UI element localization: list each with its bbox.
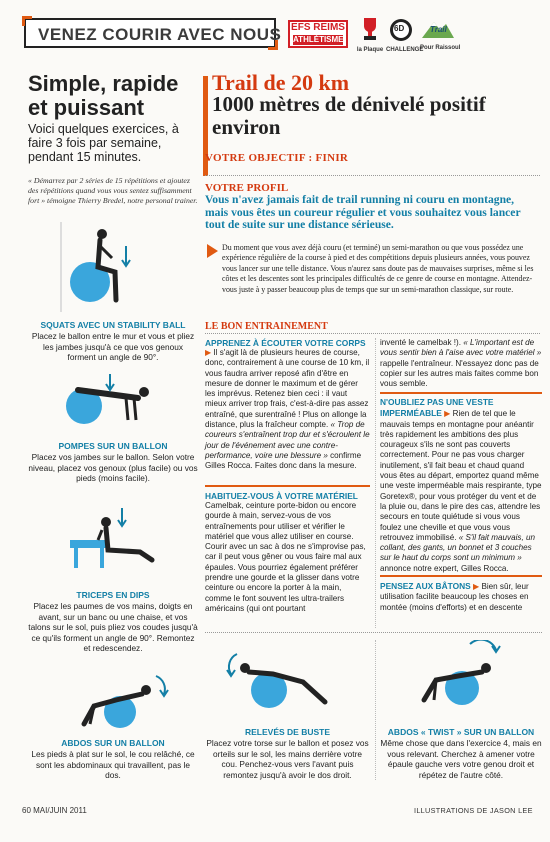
trainer-quote-text: « Démarrez par 2 séries de 15 répétitions et ajoutez des répétitions quand vous vous sentez suffisamment fort » témoigne Thierry Bredel, notre personal trainer. bbox=[28, 176, 198, 205]
jacket-text bbox=[380, 397, 542, 574]
jacket-p2: annonce notre expert, Gilles Rocca. bbox=[380, 563, 509, 573]
ex1-title: SQUATS AVEC UN STABILITY BALL bbox=[40, 320, 186, 330]
section-rule bbox=[380, 575, 542, 577]
ex4-text: Les pieds à plat sur le sol, le cou relâché, ce sont les abdominaux qui travaillent, pas le dos. bbox=[31, 749, 195, 780]
equipment-text: Camelbak, ceinture porte-bidon ou encore gourde à main, servez-vous de vos entraînements pour utiliser et vérifier le matériel que vous allez utiliser en course. Courir avec un sac à dos ne s'improvise pas, car il peut vous gêner ou vous faire mal aux épaules. Vous pourriez également préférer prendre une gourde et la glisser dans votre ceinture ou encore la porter à la main, comme le font souvent les ultra-trailers américains (qui ont pourtant bbox=[205, 501, 366, 613]
ex3-title: TRICEPS EN DIPS bbox=[76, 590, 150, 600]
column-divider bbox=[375, 338, 376, 628]
jacket-section bbox=[380, 397, 542, 574]
camelbak-quote: « L'important est de vous sentir bien à l'aise avec votre matériel » bbox=[380, 338, 542, 358]
section-banner bbox=[24, 18, 282, 48]
jacket-quote: « S'il fait mauvais, un collant, des gants, un bonnet et 3 couches sur le haut du corps sont un minimum » bbox=[380, 532, 535, 563]
ex2-text: Placez vos jambes sur le ballon. Selon votre niveau, placez vos genoux (plus facile) ou vos pieds (moins facile). bbox=[28, 452, 198, 483]
article-title: Trail de 20 km bbox=[212, 70, 350, 95]
poles-p1: Bien sûr, leur utilisation facilite beaucoup les choses en montée (moins d'efforts) et en descente bbox=[380, 582, 529, 612]
ex6-title: ABDOS « TWIST » SUR UN BALLON bbox=[387, 727, 535, 737]
column-2 bbox=[380, 338, 542, 389]
column-divider bbox=[375, 640, 376, 780]
efs-logo-line2: ATHLÉTISME bbox=[293, 35, 344, 44]
trophy-icon bbox=[354, 16, 386, 42]
training-heading: LE BON ENTRAINEMENT bbox=[205, 321, 328, 332]
listen-body-p1: Il s'agit là de plusieurs heures de course, donc, contrairement à une course de 10 km, il vous faudra arriver reposé afin d'être en mesure de donner le maximum et de gérer les imprévus. Retenez bien ceci : il vaut mieux arriver trop frais, c'est-à-dire pas assez entraîné, que surentraîné ! Plus on allonge la distance, plus la fraîcheur compte. bbox=[205, 348, 370, 430]
article-subtitle: 1000 mètres de dénivelé positif environ bbox=[212, 92, 486, 139]
page-folio: 60 MAI/JUIN 2011 bbox=[22, 806, 87, 815]
poles-heading: PENSEZ AUX BÂTONS bbox=[380, 581, 471, 591]
trail-logo bbox=[420, 16, 461, 52]
left-headline: Simple, rapide et puissant bbox=[28, 71, 179, 120]
banner-title: VENEZ COURIR AVEC NOUS bbox=[38, 25, 282, 44]
intro-paragraph: Du moment que vous avez déjà couru (et terminé) un semi-marathon ou que vous possédez une expérience régulière de la course à pied et des compétitions depuis plusieurs années, vous pouvez vous lancer sur une telle distance. Vous n'aurez sans doute pas de mauvaises surprises, même si les côtes et les descentes sont les principales difficultés de ce genre de course en montagne. Attendez-vous juste à y passer beaucoup plus de temps que sur un semi-marathon classique, sur route. bbox=[222, 243, 534, 294]
abs-ball-illustration bbox=[60, 672, 180, 732]
ex4-title: ABDOS SUR UN BALLON bbox=[61, 738, 165, 748]
listen-body-text bbox=[205, 348, 370, 472]
illustration-credit: ILLUSTRATIONS DE JASON LEE bbox=[414, 806, 533, 815]
profile-text: Vous n'avez jamais fait de trail running ni couru en montagne, mais vous êtes un coureur régulier et vous souhaitez vous lancer tout de suite sur une distance sérieuse. bbox=[205, 193, 521, 231]
section-rule bbox=[205, 485, 370, 487]
efs-logo-line1: EFS REIMS bbox=[291, 22, 345, 33]
pushup-illustration bbox=[58, 368, 168, 428]
dips-illustration bbox=[60, 500, 170, 580]
bullet-icon: ▶ bbox=[444, 409, 453, 419]
logo-caption: Pour Raissoul bbox=[420, 45, 461, 51]
objective-heading: VOTRE OBJECTIF : FINIR bbox=[205, 152, 349, 164]
ex5-title: RELEVÉS DE BUSTE bbox=[244, 727, 331, 737]
ex1-text: Placez le ballon entre le mur et vous et pliez les jambes jusqu'à ce que vos genoux forment un angle de 90°. bbox=[31, 331, 195, 362]
poles-section bbox=[380, 581, 542, 613]
camelbak-text bbox=[380, 338, 542, 389]
left-subhead: Voici quelques exercices, à faire 3 fois par semaine, pendant 15 minutes. bbox=[28, 122, 179, 164]
jacket-heading: N'OUBLIEZ PAS UNE VESTE IMPERMÉABLE bbox=[380, 397, 494, 419]
trainer-quote bbox=[28, 176, 198, 206]
section-rule bbox=[380, 392, 542, 394]
divider bbox=[205, 175, 540, 176]
efs-reims-logo bbox=[288, 20, 348, 48]
play-triangle-icon bbox=[207, 244, 218, 258]
logo-caption: 6D bbox=[394, 24, 405, 33]
camelbak-p2: rappelle l'entraîneur. N'essayez donc pas de copier sur les autres mais faites comme bon vous semble. bbox=[380, 358, 539, 389]
column-1 bbox=[205, 338, 370, 472]
jacket-p1: Rien de tel que le mauvais temps en montagne pour anéantir très rapidement les ambitions des plus courageux s'ils ne sont pas couverts correctement. Pour ne pas vous charger inutilement, s'il fait beau et chaud quand vous êtes au départ, emportez quand même une veste imperméable mais respirante, type Goretex®, pour vous protéger du vent et de la pluie ou, dans le pire des cas, attendre les secours en toute quiétude si vous vous foulez une cheville et que vous vous retrouvez immobilisé. bbox=[380, 409, 542, 542]
divider bbox=[205, 333, 540, 334]
divider bbox=[205, 632, 542, 633]
banner-corner bbox=[22, 16, 32, 26]
situp-illustration bbox=[225, 648, 345, 710]
bullet-icon: ▶ bbox=[473, 582, 482, 591]
listen-body-p2: confirme Gilles Rocca. Faites donc dans la mesure. bbox=[205, 450, 362, 471]
logo-caption: CHALLENGE bbox=[386, 47, 424, 53]
ex6-text: Même chose que dans l'exercice 4, mais en vous relevant. Cherchez à amener votre épaule gauche vers votre genou droit et répétez de l'autre côté. bbox=[380, 738, 542, 780]
ex5-text: Placez votre torse sur le ballon et posez vos orteils sur le sol, les mains derrière votre cou. Penchez-vous vers l'avant puis remontez jusqu'à avoir le dos droit. bbox=[206, 738, 369, 780]
twist-illustration bbox=[410, 640, 520, 710]
listen-body-quote: « Trop de coureurs s'entraînent trop dur et s'écroulent le jour de l'événement avec une contre-performance, voire une blessure » bbox=[205, 420, 370, 460]
bullet-icon: ▶ bbox=[205, 348, 214, 357]
challenge-logo bbox=[386, 18, 424, 53]
poles-text bbox=[380, 581, 542, 613]
ex2-title: POMPES SUR UN BALLON bbox=[58, 441, 168, 451]
camelbak-p1: inventé le camelbak !). bbox=[380, 338, 461, 347]
ex3-text: Placez les paumes de vos mains, doigts en avant, sur un banc ou une chaise, et vos talons sur le sol, puis pliez vos coudes jusqu'à ce qu'ils forment un angle de 90°. Remontez et redescendez. bbox=[28, 601, 198, 653]
logo-caption: la Plaque bbox=[356, 47, 384, 53]
column-1b bbox=[205, 491, 370, 614]
logo-caption: Trail bbox=[430, 25, 447, 34]
squat-illustration bbox=[60, 222, 150, 312]
equipment-heading: HABITUEZ-VOUS À VOTRE MATÉRIEL bbox=[205, 491, 358, 501]
profile-heading: VOTRE PROFIL bbox=[205, 182, 289, 194]
la-plaque-logo bbox=[354, 16, 386, 52]
listen-body-heading: APPRENEZ À ÉCOUTER VOTRE CORPS bbox=[205, 338, 366, 348]
